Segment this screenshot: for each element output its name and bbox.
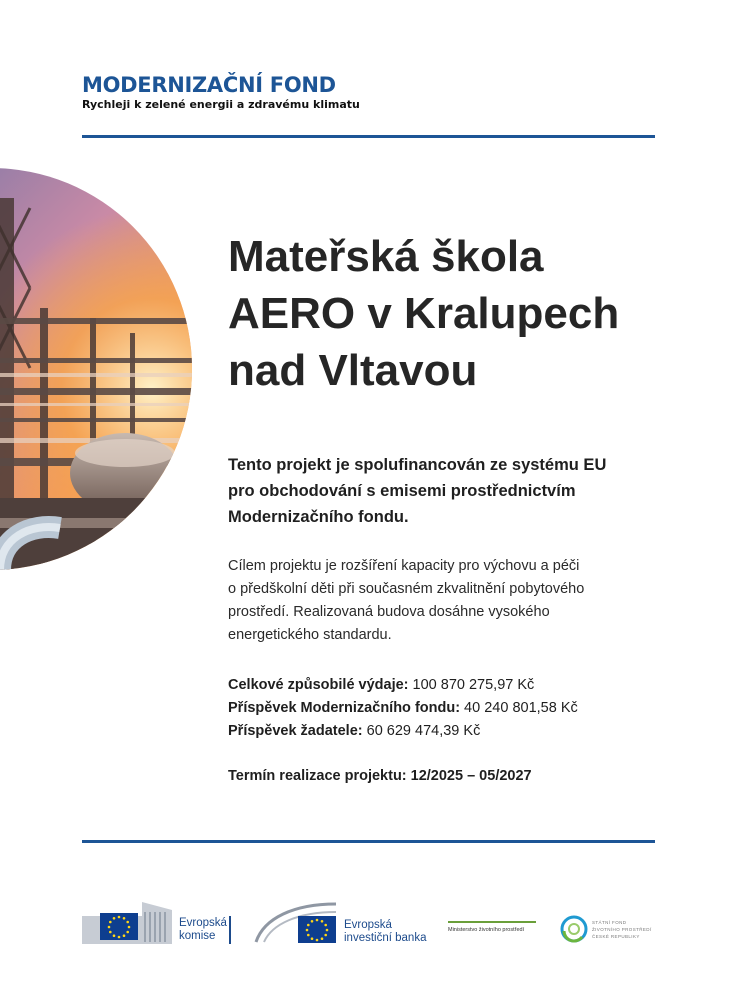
circle-leaf-icon	[560, 915, 588, 943]
brand-title: MODERNIZAČNÍ FOND	[82, 73, 336, 97]
fact-row	[228, 720, 578, 743]
lead-line: Modernizačního fondu.	[228, 508, 409, 526]
eib-label-line: investiční banka	[344, 932, 427, 944]
fact-row	[228, 697, 578, 720]
lead-line: Tento projekt je spolufinancován ze systému EU	[228, 456, 607, 474]
ec-label-line: Evropská	[179, 917, 227, 929]
funding-facts	[228, 674, 578, 743]
top-divider	[82, 135, 655, 138]
brand-subtitle: Rychleji k zelené energii a zdravému klimatu	[82, 98, 360, 111]
lead-paragraph	[228, 452, 658, 530]
fact-label: Celkové způsobilé výdaje:	[228, 677, 409, 693]
eib-label-line: Evropská	[344, 919, 392, 931]
sfzp-label-line: ŽIVOTNÍHO PROSTŘEDÍ	[592, 927, 652, 932]
sfzp-label-line: ČESKÉ REPUBLIKY	[592, 934, 640, 939]
fact-value: 60 629 474,39 Kč	[362, 723, 481, 739]
description-line: prostředí. Realizovaná budova dosáhne vysokého	[228, 604, 550, 620]
mzp-stripe	[448, 921, 536, 923]
title-line: AERO v Kralupech	[228, 289, 620, 338]
fact-row	[228, 674, 578, 697]
eib-logo	[254, 900, 434, 944]
fact-label: Příspěvek Modernizačního fondu:	[228, 700, 461, 716]
description-paragraph	[228, 555, 648, 647]
lead-line: pro obchodování s emisemi prostřednictvím	[228, 482, 576, 500]
ec-divider	[229, 916, 231, 944]
mzp-logo	[448, 921, 540, 941]
sfzp-label	[592, 919, 652, 940]
ec-logo	[82, 900, 232, 944]
eu-flag-icon	[298, 916, 336, 943]
title-line: Mateřská škola	[228, 232, 544, 281]
mzp-label: Ministerstvo životního prostředí	[448, 927, 525, 933]
fact-value: 100 870 275,97 Kč	[408, 677, 535, 693]
eib-label	[344, 919, 426, 945]
sfzp-label-line: STÁTNÍ FOND	[592, 920, 627, 925]
description-line: Cílem projektu je rozšíření kapacity pro výchovu a péči	[228, 558, 580, 574]
fact-value: 40 240 801,58 Kč	[460, 700, 578, 716]
page-title	[228, 228, 688, 399]
sfzp-logo	[560, 915, 660, 945]
fact-label: Příspěvek žadatele:	[228, 723, 363, 739]
title-line: nad Vltavou	[228, 346, 478, 395]
project-term: Termín realizace projektu: 12/2025 – 05/2027	[228, 768, 532, 784]
ec-label-line: komise	[179, 930, 216, 942]
brand-header	[82, 73, 360, 111]
bottom-divider	[82, 840, 655, 843]
ec-label	[179, 917, 227, 943]
eu-flag-icon	[100, 913, 138, 940]
description-line: energetického standardu.	[228, 627, 392, 643]
industrial-photo	[0, 168, 192, 570]
description-line: o předškolní děti při současném zkvalitnění pobytového	[228, 581, 585, 597]
